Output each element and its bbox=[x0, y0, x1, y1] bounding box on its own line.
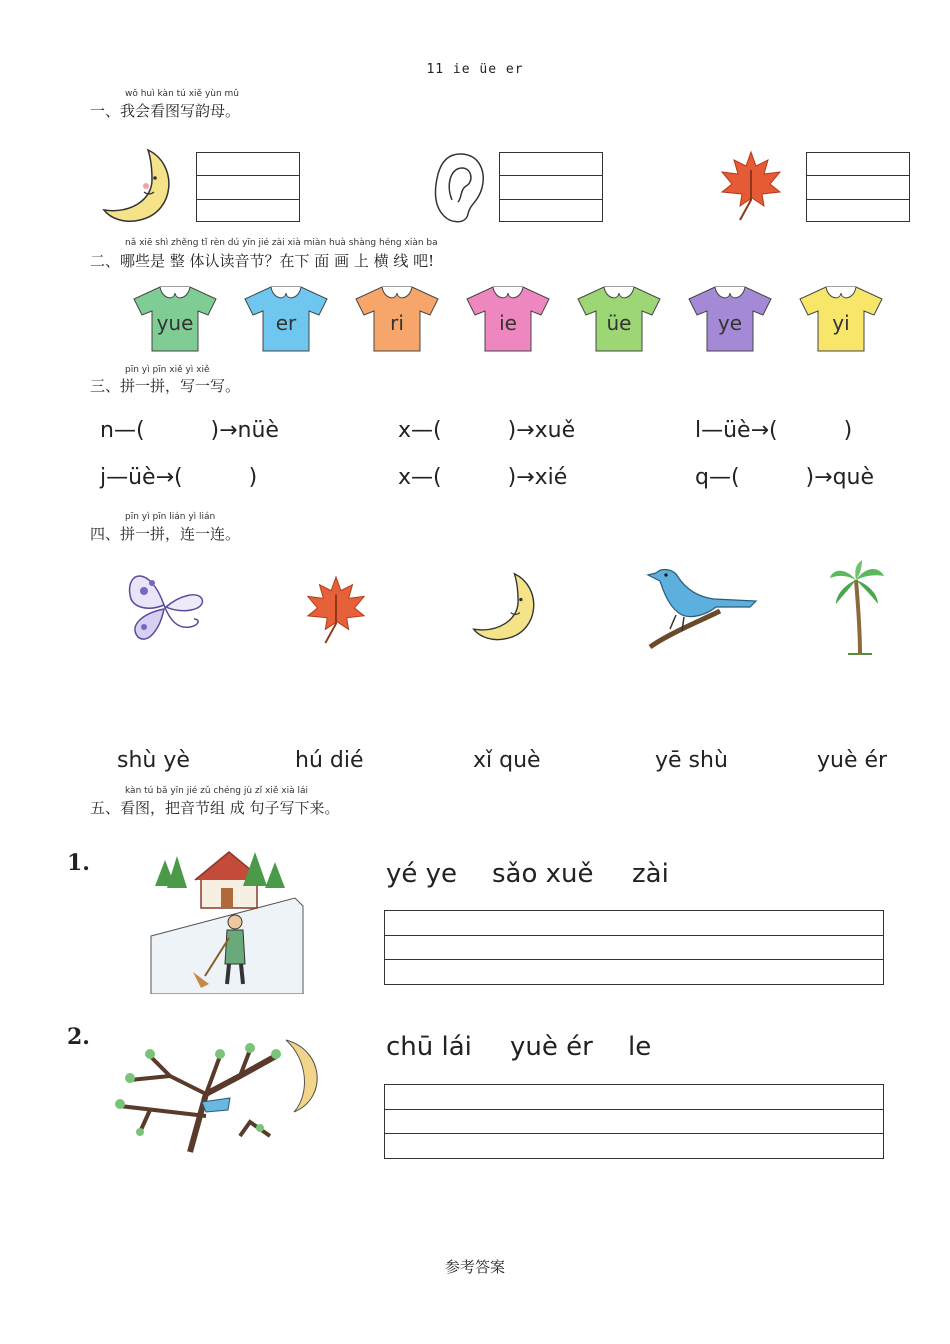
exercise-1-3: l—üè→( ) bbox=[695, 418, 853, 443]
shirt-label: er bbox=[275, 311, 297, 335]
shirt-2[interactable] bbox=[354, 283, 440, 353]
exercise-2-2: x—( )→xié bbox=[398, 465, 568, 490]
maple-leaf-icon bbox=[718, 150, 784, 222]
shirt-label: yue bbox=[156, 311, 194, 335]
moon-icon-2 bbox=[470, 570, 544, 644]
magpie-bird-icon bbox=[640, 563, 760, 655]
shirt-0[interactable] bbox=[132, 283, 218, 353]
section5-label: 五、看图，把音节组 成 句子写下来。 bbox=[90, 799, 340, 817]
sentence-1-answer-lines[interactable] bbox=[384, 910, 884, 985]
shirt-label: yi bbox=[832, 311, 850, 335]
match-word-4: yē shù bbox=[655, 748, 728, 773]
match-word-5: yuè ér bbox=[817, 748, 888, 773]
sentence-2-word-3: le bbox=[628, 1032, 652, 1062]
shirt-label: ye bbox=[717, 311, 743, 335]
shirt-4[interactable] bbox=[576, 283, 662, 353]
sentence-2-answer-lines[interactable] bbox=[384, 1084, 884, 1159]
answer-box-ear[interactable] bbox=[499, 152, 603, 222]
match-word-2: hú dié bbox=[295, 748, 364, 773]
ear-icon bbox=[430, 150, 490, 226]
sentence-1-word-2: sǎo xuě bbox=[492, 859, 594, 889]
shirt-label: ie bbox=[499, 311, 517, 335]
match-word-1: shù yè bbox=[117, 748, 190, 773]
exercise-1-1: n—( )→nüè bbox=[100, 418, 279, 443]
worksheet-title: 11 ie üe er bbox=[426, 62, 524, 77]
item-number-1: 1. bbox=[67, 850, 90, 876]
shirt-5[interactable] bbox=[687, 283, 773, 353]
section2-pinyin: nǎ xiē shì zhěng tǐ rèn dú yīn jié zài xià miàn huà shàng héng xiàn ba bbox=[125, 238, 438, 248]
exercise-2-1: j—üè→( ) bbox=[100, 465, 258, 490]
moon-icon bbox=[100, 146, 180, 226]
sentence-1-word-1: yé ye bbox=[386, 859, 458, 889]
sentence-2-word-2: yuè ér bbox=[510, 1032, 593, 1062]
answer-key-label: 参考答案 bbox=[444, 1258, 505, 1276]
palm-tree-icon bbox=[826, 560, 886, 656]
sentence-1-word-3: zài bbox=[632, 859, 669, 889]
exercise-1-2: x—( )→xuě bbox=[398, 418, 576, 443]
section1-label: 一、我会看图写韵母。 bbox=[90, 102, 241, 120]
shirt-6[interactable] bbox=[798, 283, 884, 353]
match-word-3: xǐ què bbox=[473, 748, 541, 773]
section3-label: 三、拼一拼，写一写。 bbox=[90, 377, 241, 395]
sentence-2-word-1: chū lái bbox=[386, 1032, 472, 1062]
tree-and-moon-illustration bbox=[110, 1036, 330, 1154]
shirt-1[interactable] bbox=[243, 283, 329, 353]
shirt-3[interactable] bbox=[465, 283, 551, 353]
shirt-label: üe bbox=[606, 311, 632, 335]
shirt-label: ri bbox=[390, 311, 404, 335]
answer-box-leaf[interactable] bbox=[806, 152, 910, 222]
section4-label: 四、拼一拼，连一连。 bbox=[90, 525, 241, 543]
section5-pinyin: kàn tú bǎ yīn jié zǔ chéng jù zǐ xiě xià lái bbox=[125, 786, 308, 796]
section2-label: 二、哪些是 整 体认读音节？在下 面 画 上 横 线 吧! bbox=[90, 252, 435, 270]
section3-pinyin: pīn yì pīn xiě yì xiě bbox=[125, 365, 210, 375]
answer-box-moon[interactable] bbox=[196, 152, 300, 222]
section1-pinyin: wǒ huì kàn tú xiě yùn mǔ bbox=[125, 89, 240, 99]
butterfly-icon bbox=[120, 565, 208, 645]
maple-leaf-icon-2 bbox=[300, 575, 372, 645]
section4-pinyin: pīn yì pīn lián yì lián bbox=[125, 512, 216, 522]
exercise-2-3: q—( )→què bbox=[695, 465, 875, 490]
item-number-2: 2. bbox=[67, 1024, 90, 1050]
sweeping-snow-illustration bbox=[145, 846, 305, 994]
